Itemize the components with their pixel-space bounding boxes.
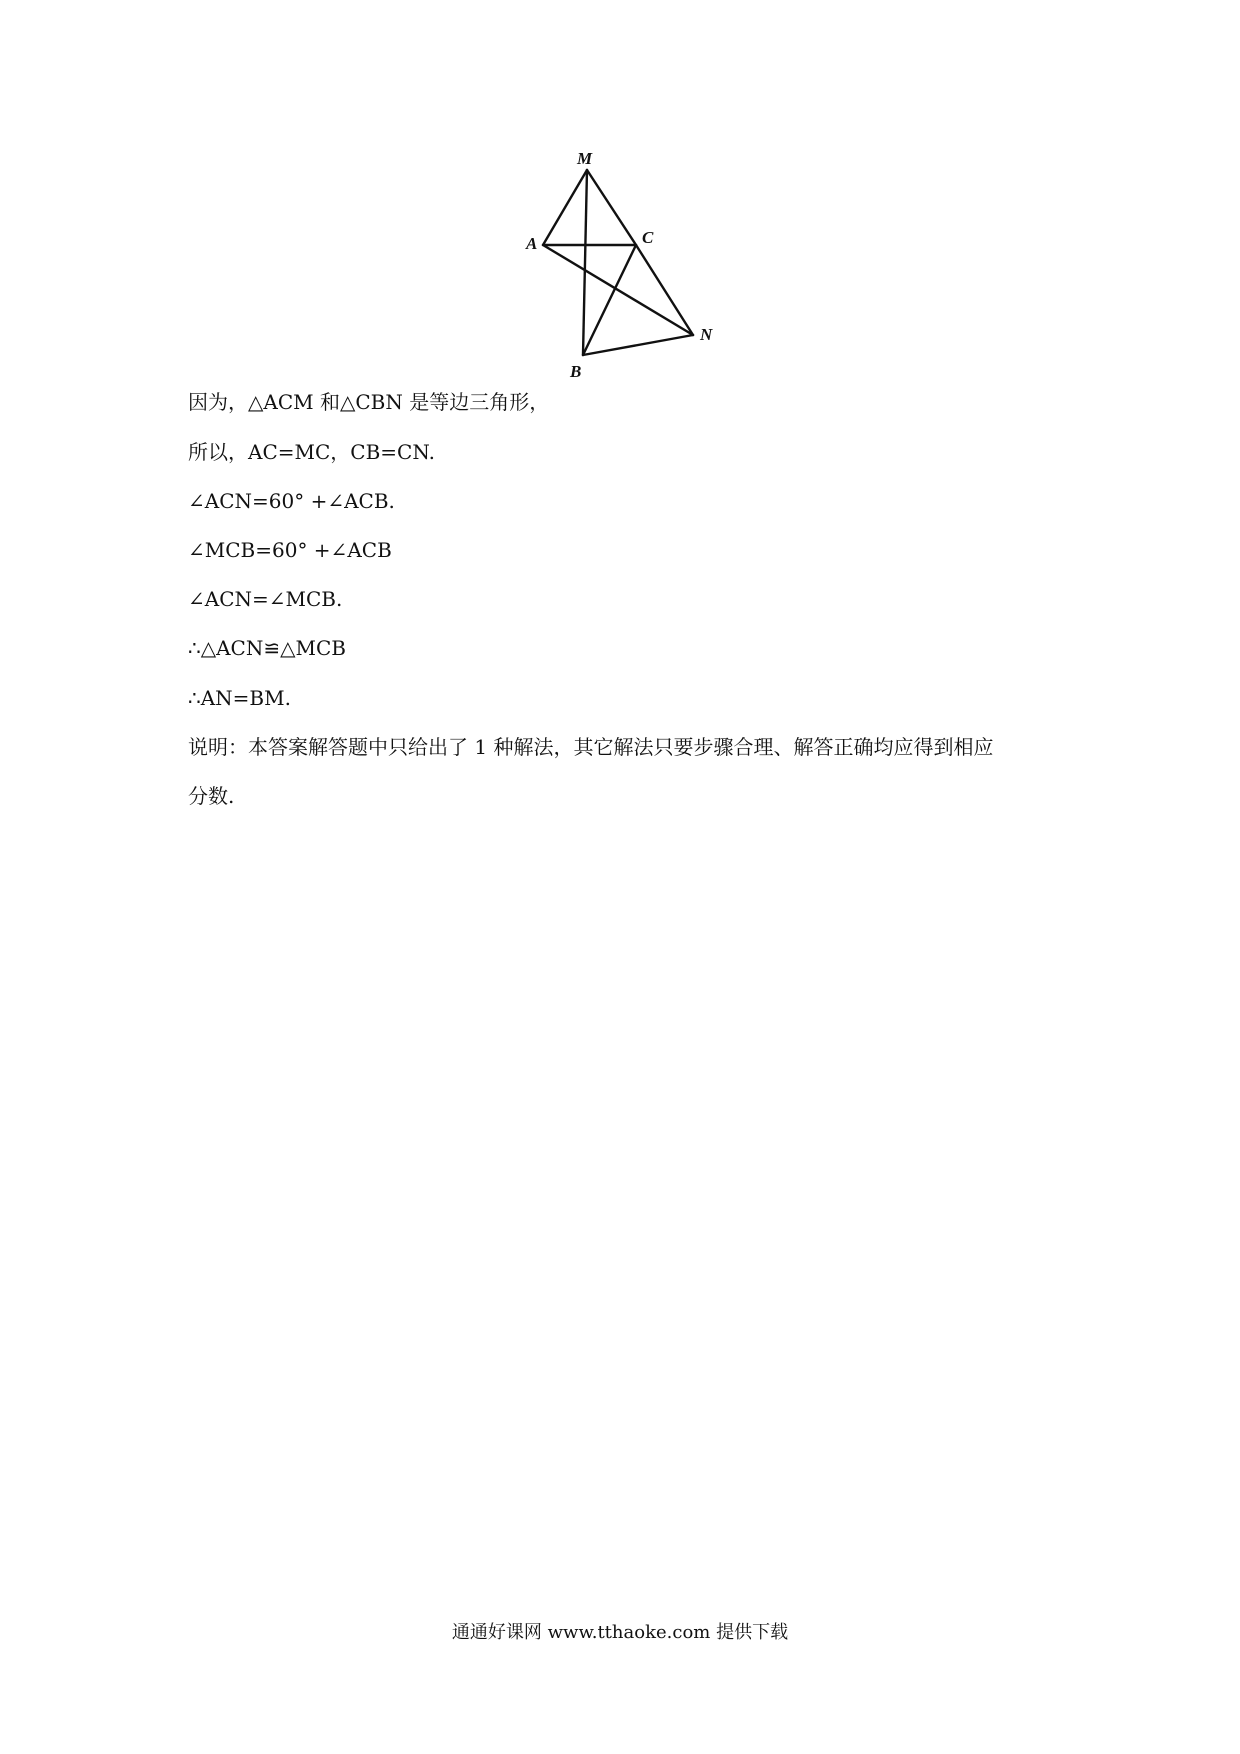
geometry-figure [520,150,750,380]
text-line-6: ∴△ACN≌△MCB [188,636,346,660]
label-C: C [642,228,654,247]
label-A: A [526,234,538,253]
text-line-7: ∴AN=BM. [188,686,291,710]
text-line-3: ∠ACN=60° +∠ACB. [188,489,395,513]
note-line-2: 分数. [188,784,235,808]
segment-MA [543,170,587,245]
label-B: B [570,362,582,380]
text-line-4: ∠MCB=60° +∠ACB [188,538,392,562]
segment-MC [587,170,636,245]
text-line-2: 所以，AC=MC，CB=CN. [188,440,435,464]
segment-BN [583,335,693,355]
text-line-5: ∠ACN=∠MCB. [188,587,343,611]
label-M: M [577,150,593,168]
segment-CN [636,245,693,335]
segment-AN [543,245,693,335]
footer-credit: 通通好课网 www.tthaoke.com 提供下载 [451,1622,789,1643]
segment-MB [583,170,587,355]
label-N: N [700,325,713,344]
segment-CB [583,245,636,355]
text-line-1: 因为，△ACM 和△CBN 是等边三角形， [188,390,550,414]
note-line-1: 说明：本答案解答题中只给出了 1 种解法，其它解法只要步骤合理、解答正确均应得到相应 [188,735,994,759]
